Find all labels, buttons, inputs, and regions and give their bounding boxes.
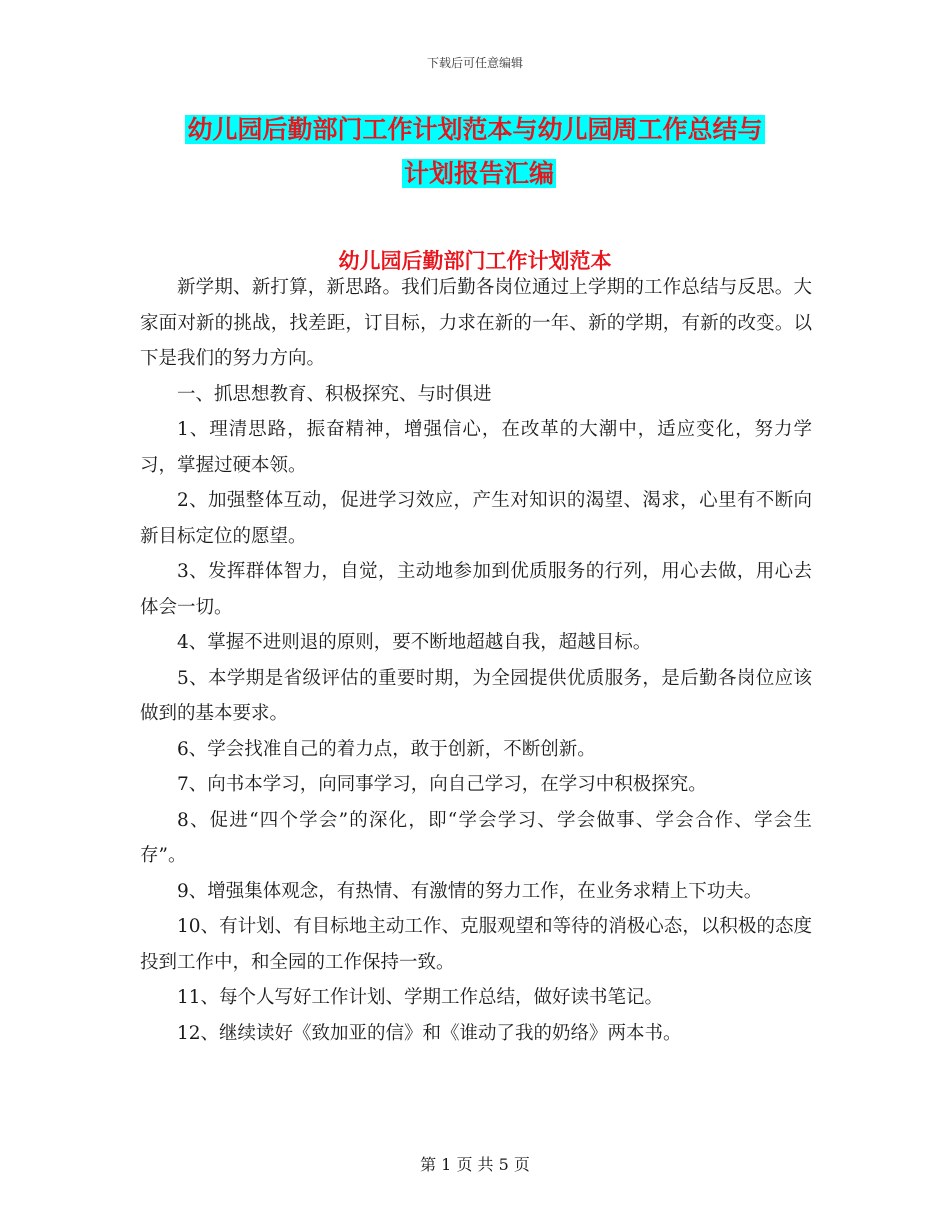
page-number: 第 1 页 共 5 页	[420, 1155, 530, 1174]
paragraph-item-7: 7、向书本学习，向同事学习，向自己学习，在学习中积极探究。	[177, 774, 707, 795]
paragraph-item-2: 2、加强整体互动，促进学习效应，产生对知识的渴望、渴求，心里有不断向新目标定位的愿望。	[140, 490, 812, 547]
paragraph-intro: 新学期、新打算，新思路。我们后勤各岗位通过上学期的工作总结与反思。大家面对新的挑战，找差距，订目标，力求在新的一年、新的学期，有新的改变。以下是我们的努力方向。	[140, 277, 812, 369]
paragraph-item-1: 1、理清思路，振奋精神，增强信心，在改革的大潮中，适应变化，努力学习，掌握过硬本领。	[140, 419, 812, 476]
header-note: 下载后可任意编辑	[426, 56, 523, 70]
paragraph-item-12: 12、继续读好《致加亚的信》和《谁动了我的奶络》两本书。	[177, 1022, 682, 1044]
document-title-line-1: 幼儿园后勤部门工作计划范本与幼儿园周工作总结与	[187, 115, 763, 144]
paragraph-item-9: 9、增强集体观念，有热情、有激情的努力工作，在业务求精上下功夫。	[177, 880, 763, 902]
document-body	[140, 270, 812, 1051]
paragraph-item-4: 4、掌握不进则退的原则，要不断地超越自我，超越目标。	[177, 632, 652, 653]
paragraph-item-6: 6、学会找准自己的着力点，敢于创新，不断创新。	[177, 738, 596, 760]
paragraph-item-11: 11、每个人写好工作计划、学期工作总结，做好读书笔记。	[177, 987, 664, 1008]
document-title	[0, 108, 950, 196]
paragraph-item-3: 3、发挥群体智力，自觉，主动地参加到优质服务的行列，用心去做，用心去体会一切。	[140, 561, 812, 618]
paragraph-item-8: 8、促进“四个学会”的深化，即“学会学习、学会做事、学会合作、学会生存”。	[140, 809, 812, 866]
paragraph-item-5: 5、本学期是省级评估的重要时期，为全园提供优质服务，是后勤各岗位应该做到的基本要求。	[140, 667, 812, 724]
document-title-line-2: 计划报告汇编	[403, 159, 554, 188]
paragraph-heading-1: 一、抓思想教育、积极探究、与时俱进	[177, 383, 492, 405]
paragraph-item-10: 10、有计划、有目标地主动工作、克服观望和等待的消极心态，以积极的态度投到工作中，和全园的工作保持一致。	[140, 916, 812, 973]
section-title: 幼儿园后勤部门工作计划范本	[338, 249, 612, 273]
